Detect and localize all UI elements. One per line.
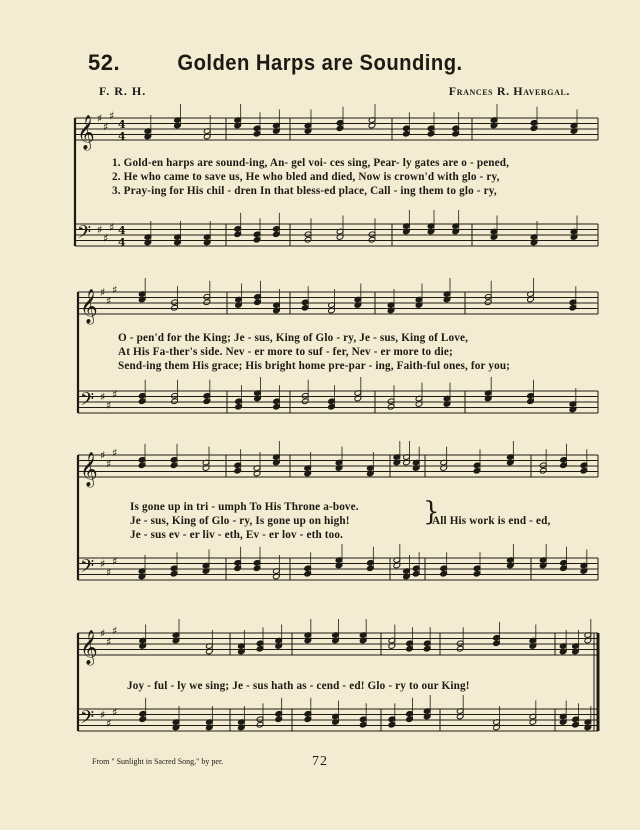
sharp-icon: ♯ bbox=[106, 716, 112, 730]
bass-clef-icon: 𝄢 bbox=[77, 222, 92, 248]
sharp-icon: ♯ bbox=[112, 446, 118, 460]
hymn-number: 52. bbox=[88, 50, 121, 75]
sharp-icon: ♯ bbox=[106, 398, 112, 412]
lyric-line: Is gone up in tri - umph To His Throne a-bove. bbox=[130, 501, 359, 513]
bass-clef-icon: 𝄢 bbox=[80, 707, 95, 733]
bass-clef-icon: 𝄢 bbox=[80, 389, 95, 415]
sharp-icon: ♯ bbox=[103, 120, 109, 134]
sharp-icon: ♯ bbox=[100, 627, 106, 640]
treble-clef-icon: 𝄞 bbox=[80, 289, 98, 324]
page-number: 72 bbox=[312, 754, 328, 769]
sharp-icon: ♯ bbox=[100, 708, 106, 722]
sharp-icon: ♯ bbox=[112, 554, 118, 568]
sharp-icon: ♯ bbox=[112, 705, 118, 719]
lyric-line: 2. He who came to save us, He who bled and died, Now is crown'd with glo - ry, bbox=[112, 171, 500, 183]
footer-credit: From " Sunlight in Sacred Song," by per. bbox=[92, 757, 224, 766]
time-signature-top: 4 bbox=[118, 224, 126, 237]
sharp-icon: ♯ bbox=[109, 220, 115, 234]
refrain-lyric: All His work is end - ed, bbox=[432, 515, 551, 527]
lyric-line: 3. Pray-ing for His chil - dren In that bless-ed place, Call - ing them to glo - ry, bbox=[112, 185, 497, 197]
sharp-icon: ♯ bbox=[103, 231, 109, 245]
sharp-icon: ♯ bbox=[100, 286, 106, 299]
lyric-line: 1. Gold-en harps are sound-ing, An- gel voi- ces sing, Pear- ly gates are o - pened, bbox=[112, 157, 510, 169]
lyric-line: Je - sus, King of Glo - ry, Is gone up on high! bbox=[130, 515, 350, 527]
lyric-line: At His Fa-ther's side. Nev - er more to suf - fer, Nev - er more to die; bbox=[118, 346, 453, 358]
lyric-line: O - pen'd for the King; Je - sus, King of Glo - ry, Je - sus, King of Love, bbox=[118, 332, 469, 344]
treble-clef-icon: 𝄞 bbox=[80, 630, 98, 665]
lyric-line: Joy - ful - ly we sing; Je - sus hath as - cend - ed! Glo - ry to our King! bbox=[127, 680, 470, 692]
sharp-icon: ♯ bbox=[106, 565, 112, 579]
lyric-line: Send-ing them His grace; His bright home pre-par - ing, Faith-ful ones, for you; bbox=[118, 360, 511, 372]
treble-clef-icon: 𝄞 bbox=[77, 115, 95, 150]
time-signature-bottom: 4 bbox=[118, 130, 126, 143]
sharp-icon: ♯ bbox=[112, 624, 118, 638]
sharp-icon: ♯ bbox=[100, 390, 106, 404]
time-signature-bottom: 4 bbox=[118, 236, 126, 249]
sharp-icon: ♯ bbox=[97, 223, 103, 237]
sharp-icon: ♯ bbox=[112, 387, 118, 401]
time-signature-top: 4 bbox=[118, 118, 126, 131]
refrain-brace: } bbox=[423, 497, 440, 527]
hymn-title: Golden Harps are Sounding. bbox=[177, 50, 463, 75]
lyric-line: Je - sus ev - er liv - eth, Ev - er lov - eth too. bbox=[130, 529, 344, 541]
bass-clef-icon: 𝄢 bbox=[80, 556, 95, 582]
sharp-icon: ♯ bbox=[112, 283, 118, 297]
sharp-icon: ♯ bbox=[100, 449, 106, 462]
sharp-icon: ♯ bbox=[106, 457, 112, 471]
sharp-icon: ♯ bbox=[106, 294, 112, 308]
sharp-icon: ♯ bbox=[106, 635, 112, 649]
sharp-icon: ♯ bbox=[100, 557, 106, 571]
sharp-icon: ♯ bbox=[109, 109, 115, 123]
treble-clef-icon: 𝄞 bbox=[80, 452, 98, 487]
composer-credit: F. R. H. bbox=[99, 84, 147, 98]
sharp-icon: ♯ bbox=[97, 112, 103, 125]
author-credit: Frances R. Havergal. bbox=[448, 84, 570, 98]
